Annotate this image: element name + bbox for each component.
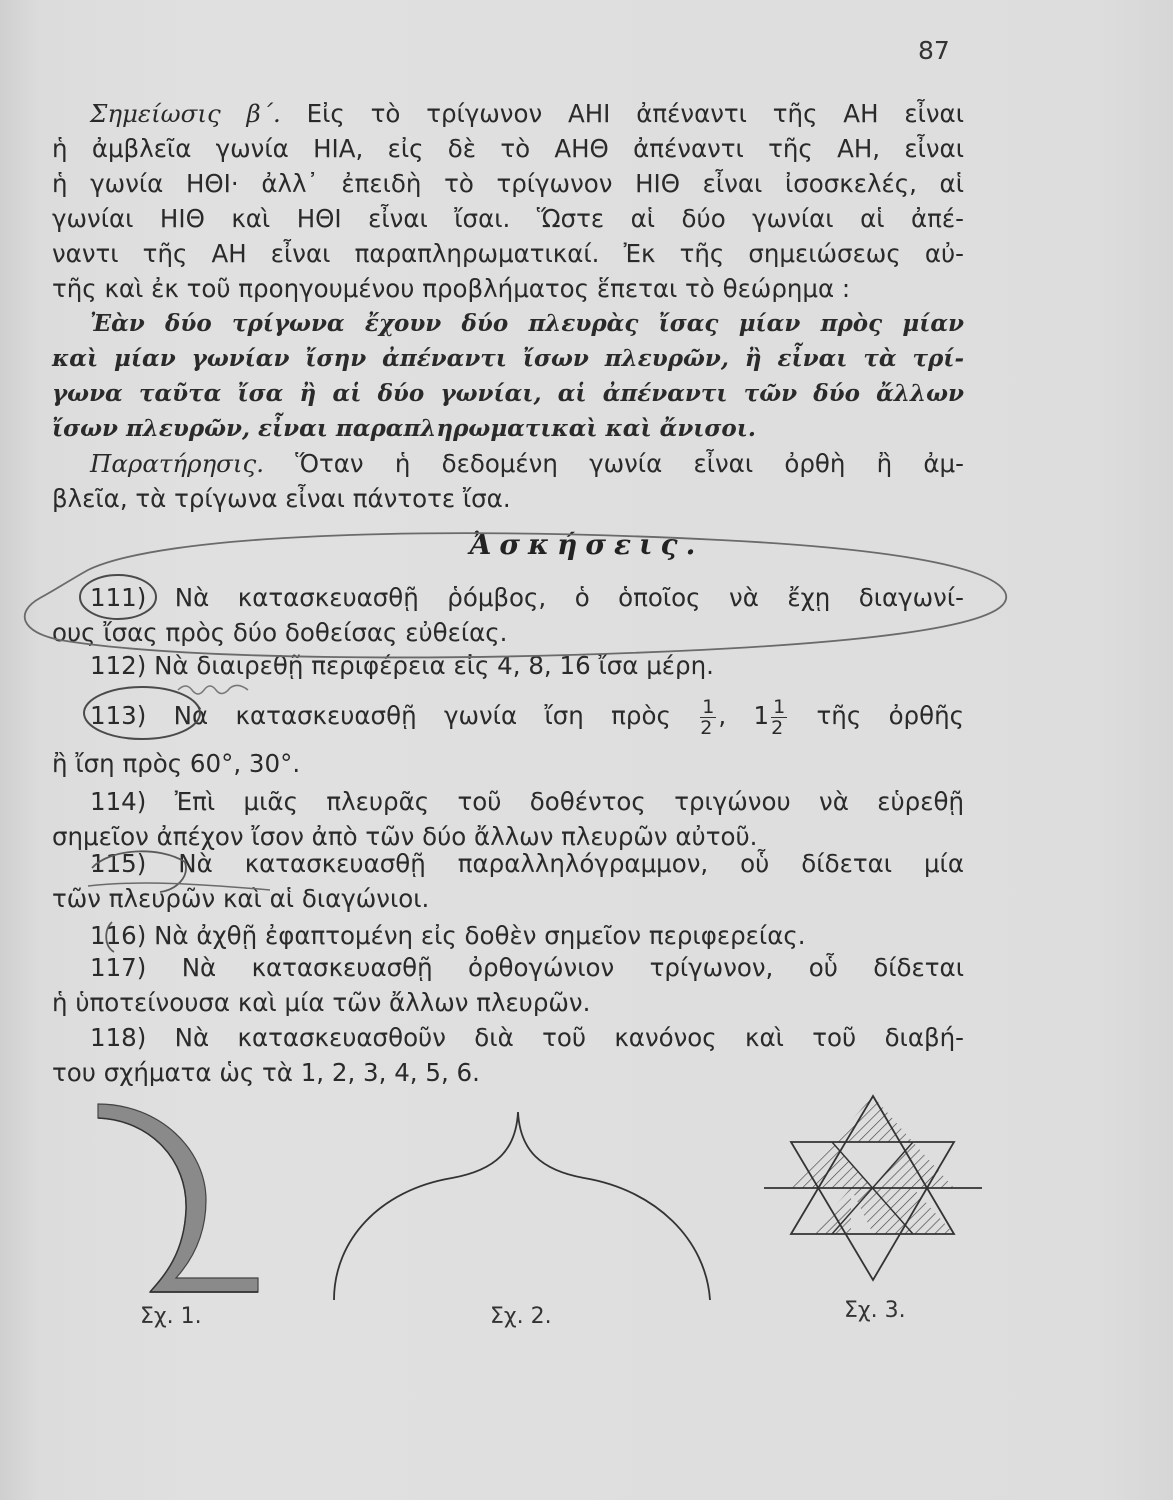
note-b-line-5: ναντι τῆς ΑΗ εἶναι παραπληρωματικαί. Ἐκ τῆς σημειώσεως αὐ- [52,239,964,268]
figure-3-hatched-4 [810,1188,851,1234]
page-number: 87 [918,36,950,65]
note-b-line-1: Σημείωσις β΄. Εἰς τὸ τρίγωνον ΑΗΙ ἀπέναντι τῆς ΑΗ εἶναι [90,99,964,128]
exercise-117-line-2: ἡ ὑποτείνουσα καὶ μία τῶν ἄλλων πλευρῶν. [52,988,591,1017]
exercise-116-line-1: 116) Νὰ ἀχθῇ ἐφαπτομένη εἰς δοθὲν σημεῖον περιφερείας. [90,921,806,950]
theorem-line-2: καὶ μίαν γωνίαν ἴσην ἀπέναντι ἴσων πλευρῶν, ἢ εἶναι τὰ τρί- [52,345,964,372]
figure-1-caption: Σχ. 1. [140,1304,202,1329]
exercise-113-line-1: 113) Νὰ κατασκευασθῇ γωνία ἴση πρὸς $\frac{1}{2}$ , 1 $\frac{1}{2}$ τῆς ὀρθῆς [90,695,965,739]
note-b-line-2: ἡ ἀμβλεῖα γωνία ΗΙΑ, εἰς δὲ τὸ ΑΗΘ ἀπέναντι τῆς ΑΗ, εἶναι [52,134,964,163]
figure-2 [334,1112,710,1300]
fraction-one-half-mixed: $\frac{1}{2}$ [771,695,786,739]
theorem-line-1: Ἐὰν δύο τρίγωνα ἔχουν δύο πλευρὰς ἴσας μίαν πρὸς μίαν [90,310,964,337]
figure-1-band [98,1104,258,1292]
exercise-118-line-2: του σχήματα ὡς τὰ 1, 2, 3, 4, 5, 6. [52,1058,480,1087]
pencil-loop-111 [25,533,1007,657]
pencil-arc-115 [92,851,186,892]
note-b-line-6: τῆς καὶ ἐκ τοῦ προηγουμένου προβλήματος ἕπεται τὸ θεώρημα : [52,274,851,303]
theorem-line-3: γωνα ταῦτα ἴσα ἢ αἱ δύο γωνίαι, αἱ ἀπέναντι τῶν δύο ἄλλων [52,380,964,407]
fraction-one-half: $\frac{1}{2}$ [700,695,715,739]
note-b-line-3: ἡ γωνία ΗΘΙ· ἀλλ᾽ ἐπειδὴ τὸ τρίγωνον ΗΙΘ εἶναι ἰσοσκελές, αἱ [52,169,964,198]
exercise-113-line-2: ἢ ἴση πρὸς 60°, 30°. [52,749,301,778]
exercise-112-line-1: 112) Νὰ διαιρεθῇ περιφέρεια εἰς 4, 8, 16 ἴσα μέρη. [90,651,714,680]
pencil-circle-113 [84,687,200,739]
exercise-115-line-2: τῶν πλευρῶν καὶ αἱ διαγώνιοι. [52,884,430,913]
figure-3-caption: Σχ. 3. [844,1298,906,1323]
remark-label: Παρατήρησις. [90,449,265,478]
figure-3 [764,1096,982,1280]
figure-3-hatched-1 [832,1096,913,1142]
exercise-114-line-1: 114) Ἐπὶ μιᾶς πλευρᾶς τοῦ δοθέντος τριγώνου νὰ εὑρεθῇ [90,787,964,816]
exercises-heading: Ἀσκήσεις. [469,528,704,561]
pencil-underline-115 [88,883,270,890]
exercise-111-line-2: ους ἴσας πρὸς δύο δοθείσας εὐθείας. [52,618,508,647]
figure-2-caption: Σχ. 2. [490,1304,552,1329]
pencil-circle-111 [80,575,156,619]
pencil-scribble-113 [178,685,248,694]
note-b-line-4: γωνίαι ΗΙΘ καὶ ΗΘΙ εἶναι ἴσαι. Ὥστε αἱ δύο γωνίαι αἱ ἀπέ- [52,204,964,233]
exercise-111-line-1: 111) Νὰ κατασκευασθῇ ῥόμβος, ὁ ὁποῖος νὰ ἔχῃ διαγωνί- [90,583,964,612]
remark-line-2: βλεῖα, τὰ τρίγωνα εἶναι πάντοτε ἴσα. [52,484,511,513]
remark-line-1: Παρατήρησις. Ὅταν ἡ δεδομένη γωνία εἶναι ὀρθὴ ἢ ἀμ- [90,449,964,478]
exercise-115-line-1: 115) Νὰ κατασκευασθῇ παραλληλόγραμμον, οὗ δίδεται μία [90,849,964,878]
exercise-117-line-1: 117) Νὰ κατασκευασθῇ ὀρθογώνιον τρίγωνον, οὗ δίδεται [90,953,964,982]
figure-1 [98,1104,258,1292]
figure-2-dome [334,1112,710,1300]
theorem-line-4: ἴσων πλευρῶν, εἶναι παραπληρωματικαὶ καὶ ἄνισοι. [52,415,756,442]
note-b-label: Σημείωσις β΄. [90,99,281,128]
pencil-arc-116 [106,922,114,952]
exercise-118-line-1: 118) Νὰ κατασκευασθοῦν διὰ τοῦ κανόνος καὶ τοῦ διαβή- [90,1023,964,1052]
exercise-114-line-2: σημεῖον ἀπέχον ἴσον ἀπὸ τῶν δύο ἄλλων πλευρῶν αὐτοῦ. [52,822,758,851]
